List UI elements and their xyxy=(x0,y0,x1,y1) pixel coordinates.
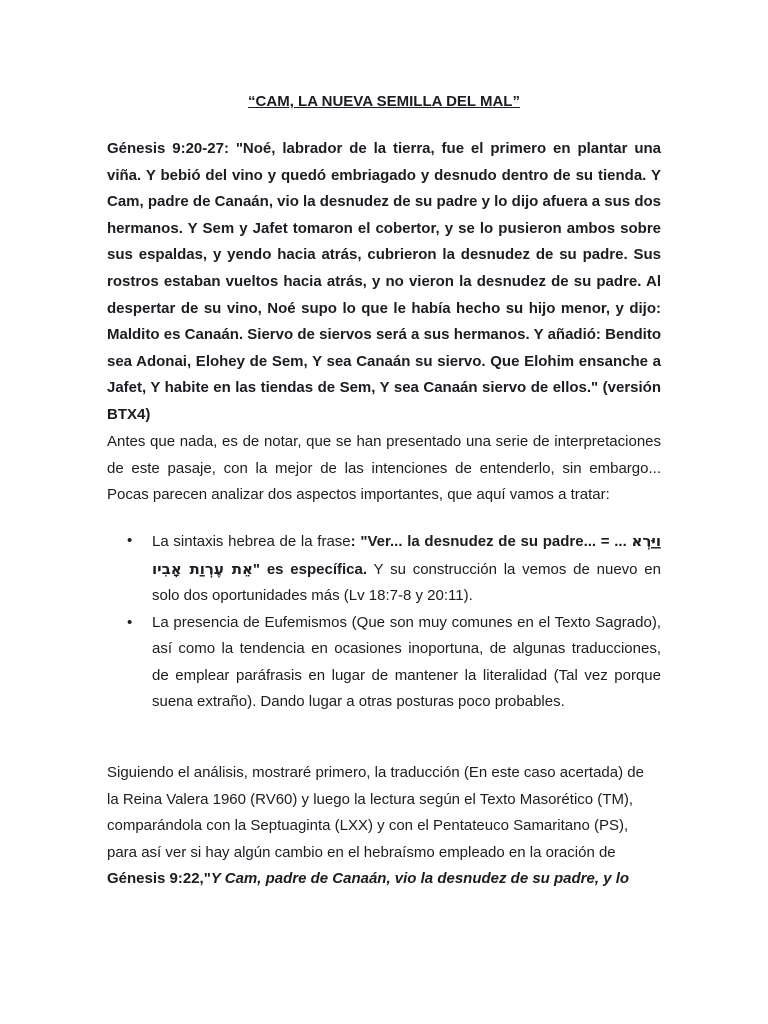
bullet-bold-phrase: : "Ver... la desnudez de su padre... = ... xyxy=(350,533,632,550)
list-item-hebrew-syntax xyxy=(107,528,661,610)
analysis-paragraph xyxy=(107,760,661,893)
verse-reference: Génesis 9:22," xyxy=(107,870,211,887)
bullet-text: La presencia de Eufemismos (Que son muy comunes en el Texto Sagrado), así como la tendencia en ocasiones inoportuna, de algunas traducciones, de emplear paráfrasis en lugar de mantener la literalidad (Tal vez porque suena extraño). Dando lugar a otras posturas poco probables. xyxy=(152,613,661,710)
analysis-line: comparándola con la Septuaginta (LXX) y con el Pentateuco Samaritano (PS), xyxy=(107,817,629,834)
bullet-icon: • xyxy=(127,613,133,631)
bullet-rest-text: Y su construcción la vemos de nuevo en solo dos oportunidades más (Lv 18:7-8 y 20:11). xyxy=(152,560,661,604)
bullet-bold-end: " es específica. xyxy=(252,560,368,578)
hebrew-phrase: וַיַּרְא אֵת עֶרְוַת אָבִיו xyxy=(152,532,661,578)
bible-verse-quote: Génesis 9:20-27: "Noé, labrador de la tierra, fue el primero en plantar una viña. Y bebió del vino y quedó embriagado y desnudo dentro de su tienda. Y Cam, padre de Canaán, vio la desnudez de su padre y lo dijo afuera a sus dos hermanos. Y Sem y Jafet tomaron el cobertor, y se lo pusieron ambos sobre sus espaldas, y yendo hacia atrás, cubrieron la desnudez de su padre. Sus rostros estaban vueltos hacia atrás, y no vieron la desnudez de su padre. Al despertar de su vino, Noé supo lo que le había hecho su hijo menor, y dijo: Maldito es Canaán. Siervo de siervos será a sus hermanos. Y añadió: Bendito sea Adonai, Elohey de Sem, Y sea Canaán su siervo. Que Elohim ensanche a Jafet, Y habite en las tiendas de Sem, Y sea Canaán siervo de ellos." (versión BTX4) xyxy=(107,140,661,423)
aspects-list xyxy=(107,528,661,716)
bullet-icon: • xyxy=(127,532,133,549)
list-item-euphemisms xyxy=(107,610,661,716)
analysis-line: Siguiendo el análisis, mostraré primero, la traducción (En este caso acertada) de xyxy=(107,764,644,781)
analysis-line: la Reina Valera 1960 (RV60) y luego la lectura según el Texto Masorético (TM), xyxy=(107,790,634,808)
verse-quote-italic: Y Cam, padre de Canaán, vio la desnudez de su padre, y lo xyxy=(210,870,630,887)
analysis-line: para así ver si hay algún cambio en el hebraísmo empleado en la oración de xyxy=(107,843,616,861)
bullet-lead-text: La sintaxis hebrea de la frase xyxy=(152,533,351,550)
intro-paragraph: Antes que nada, es de notar, que se han presentado una serie de interpretaciones de este pasaje, con la mejor de las intenciones de entenderlo, sin embargo... Pocas parecen analizar dos aspectos importantes, que aquí vamos a tratar: xyxy=(107,433,661,503)
document-title: “CAM, LA NUEVA SEMILLA DEL MAL” xyxy=(248,93,520,110)
